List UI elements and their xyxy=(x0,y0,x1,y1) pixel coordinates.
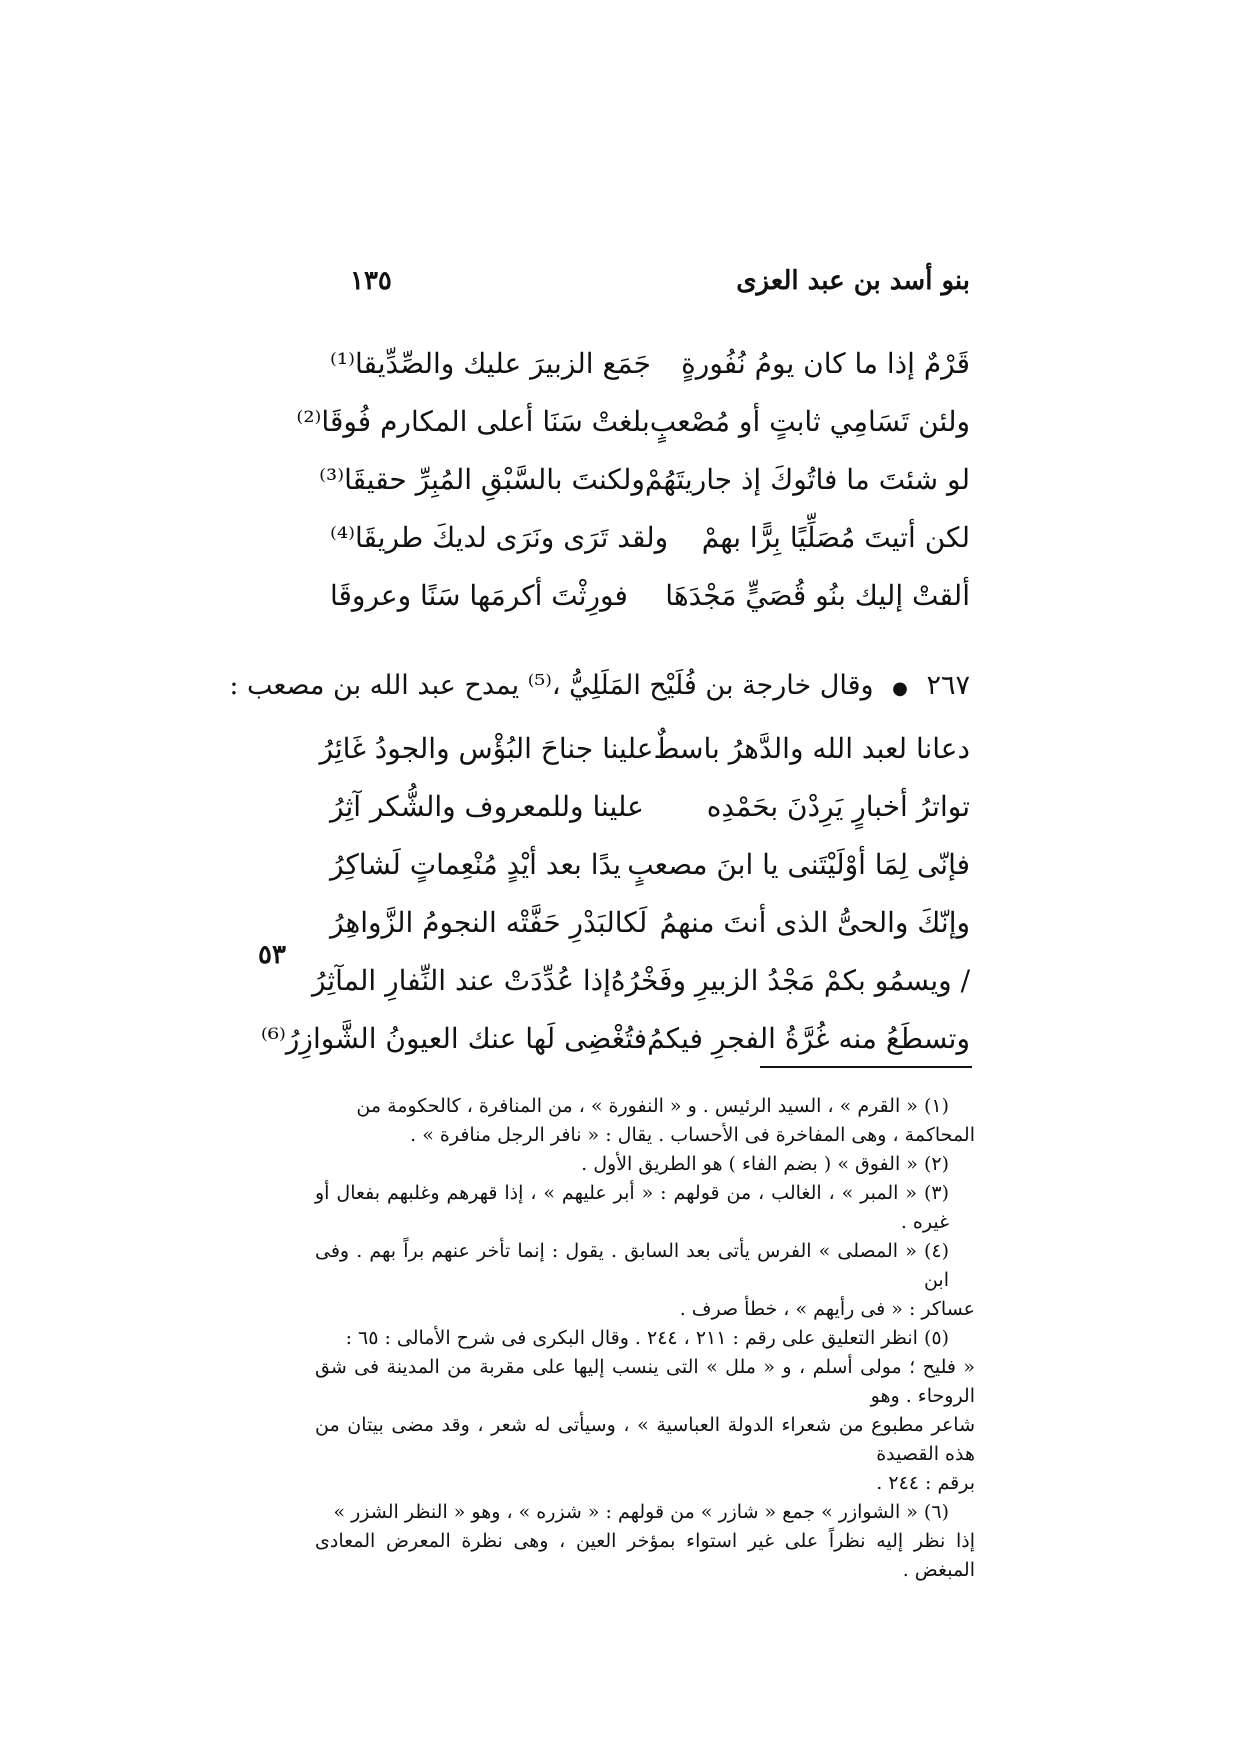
verse-line xyxy=(330,894,970,952)
second-hemistich: يدًا بعد أيْدٍ مُنْعِماتٍ لَشاكِرُ xyxy=(330,848,621,881)
verse-line xyxy=(330,778,970,836)
footnote-line: المحاكمة ، وهى المفاخرة فى الأحساب . يقال : « نافر الرجل منافرة » . xyxy=(410,1124,975,1146)
second-hemistich: لَكالبَدْرِ حَفَّتْه النجومُ الزَّواهِرُ xyxy=(330,906,648,939)
footnote-line: (٢) « الفوق » ( بضم الفاء ) هو الطريق الأول . xyxy=(581,1153,949,1175)
verse-line xyxy=(330,509,970,567)
first-hemistich: لكن أتيتَ مُصَلِّيًا بِرًّا بهمْ xyxy=(701,521,970,554)
verse-line xyxy=(311,952,970,1010)
footnote-line: (٤) « المصلى » الفرس يأتى بعد السابق . يقول : إنما تأخر عنهم براً بهم . وفى ابن xyxy=(315,1240,949,1291)
first-hemistich: لو شئتَ ما فاتُوكَ إذ جاريتَهُمْ xyxy=(644,463,970,496)
first-hemistich: وإنّكَ والحىُّ الذى أنتَ منهمُ xyxy=(659,906,970,939)
footnote-line: (٦) « الشوازر » جمع « شازر » من قولهم : « شزره » ، وهو « النظر الشزر » xyxy=(333,1501,949,1523)
footnote-line: برقم : ٢٤٤ . xyxy=(876,1472,975,1494)
verse-line xyxy=(319,451,970,509)
bullet-icon: ● xyxy=(892,678,908,699)
footnote-line: (٣) « المبر » ، الغالب ، من قولهم : « أبر عليهم » ، إذا قهرهم وغلبهم بفعال أو غيره . xyxy=(315,1182,949,1233)
first-hemistich: ألقتْ إليك بنُو قُصَيٍّ مَجْدَهَا xyxy=(665,579,970,612)
margin-page-number: ٥٣ xyxy=(258,940,286,970)
second-hemistich: علينا وللمعروف والشُّكر آثِرُ xyxy=(330,790,644,823)
first-hemistich: قَرْمٌ إذا ما كان يومُ نُفُورةٍ xyxy=(681,347,970,380)
verse-line xyxy=(330,836,970,894)
second-hemistich: علينا جناحَ البُؤْس والجودُ غَائِرُ xyxy=(319,732,654,765)
page-header xyxy=(350,266,970,306)
verse-line xyxy=(330,567,970,625)
verse-line xyxy=(319,720,970,778)
second-hemistich: إذا عُدِّدَتْ عند النِّفارِ المآثِرُ xyxy=(311,964,611,997)
poem-intro xyxy=(229,670,970,701)
footnote-line: (١) « القرم » ، السيد الرئيس . و « النفورة » ، من المنافرة ، كالحكومة من xyxy=(356,1095,949,1117)
footnote-line: شاعر مطبوع من شعراء الدولة العباسية » ، وسيأتى له شعر ، وقد مضى بيتان من هذه القصيدة xyxy=(315,1414,975,1465)
first-hemistich: ولئن تَسَامِي ثابتٍ أو مُصْعبٍ xyxy=(649,405,970,438)
second-hemistich: بلغتْ سَنَا أعلى المكارم فُوقَا⁽²⁾ xyxy=(296,405,650,438)
poem-number: ٢٦٧ xyxy=(926,670,970,701)
first-hemistich: فإنّى لِمَا أوْلَيْتَنى يا ابنَ مصعبٍ xyxy=(627,848,970,881)
first-hemistich: تواترُ أخبارٍ يَرِدْنَ بحَمْدِه xyxy=(706,790,970,823)
second-hemistich: ولقد تَرَى ونَرَى لديكَ طريقَا⁽⁴⁾ xyxy=(330,521,669,554)
second-hemistich: فورِثْتَ أكرمَها سَنًا وعروقَا xyxy=(330,579,628,612)
verse-line xyxy=(260,1010,970,1068)
first-hemistich: وتسطَعُ منه غُرَّةُ الفجرِ فيكمُ xyxy=(647,1022,970,1055)
second-hemistich: فتُغْضِى لَها عنك العيونُ الشَّوازِرُ⁽⁶⁾ xyxy=(260,1022,648,1055)
first-hemistich: دعانا لعبد الله والدَّهرُ باسطٌ xyxy=(653,732,970,765)
footnote-line: (٥) انظر التعليق على رقم : ٢١١ ، ٢٤٤ . وقال البكرى فى شرح الأمالى : ٦٥ : xyxy=(345,1327,949,1349)
page-number: ١٣٥ xyxy=(350,266,392,296)
footnote-line: إذا نظر إليه نظراً على غير استواء بمؤخر العين ، وهى نظرة المعرض المعادى المبغض . xyxy=(315,1530,975,1581)
poem-intro-text: وقال خارجة بن فُلَيْح المَلَلِيُّ ،⁽⁵⁾ يمدح عبد الله بن مصعب : xyxy=(229,670,874,701)
second-hemistich: جَمَع الزبيرَ عليك والصِّدِّيقا⁽¹⁾ xyxy=(330,347,651,380)
footnote-divider xyxy=(760,1066,972,1068)
footnote-line: عساكر : « فى رأيهم » ، خطأ صرف . xyxy=(679,1298,975,1320)
verse-block-1 xyxy=(296,335,970,625)
first-hemistich: / ويسمُو بكمْ مَجْدُ الزبيرِ وفَخْرُهُ xyxy=(610,964,970,997)
verse-line xyxy=(296,393,970,451)
running-title: بنو أسد بن عبد العزى xyxy=(736,266,970,296)
second-hemistich: ولكنتَ بالسَّبْقِ المُبِرِّ حقيقَا⁽³⁾ xyxy=(319,463,645,496)
verse-line xyxy=(330,335,970,393)
footnote-line: « فليح ؛ مولى أسلم ، و « ملل » التى ينسب إليها على مقربة من المدينة فى شق الروحاء . وهو xyxy=(315,1356,975,1407)
footnotes xyxy=(315,1092,975,1585)
